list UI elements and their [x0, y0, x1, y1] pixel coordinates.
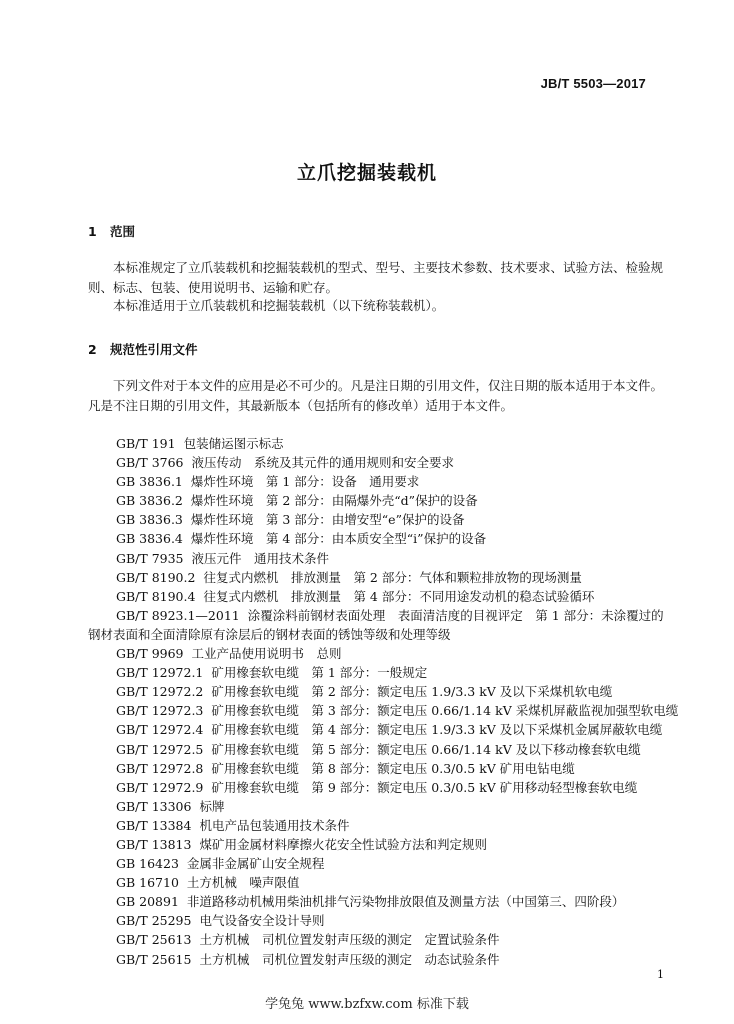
- document-title: 立爪挖掘装载机: [296, 162, 437, 184]
- reference-code: GB 3836.3: [116, 512, 183, 528]
- reference-title: 矿用橡套软电缆 第 1 部分：一般规定: [211, 665, 428, 681]
- reference-code: GB/T 12972.2: [116, 684, 204, 700]
- reference-title: 机电产品包装通用技术条件: [199, 817, 350, 833]
- reference-item: [88, 740, 670, 759]
- reference-code: GB/T 25615: [116, 951, 192, 967]
- reference-title: 液压传动 系统及其元件的通用规则和安全要求: [191, 455, 455, 471]
- reference-item: [88, 720, 670, 739]
- reference-code: GB/T 7935: [116, 550, 184, 566]
- reference-item: [88, 930, 670, 949]
- reference-title: 爆炸性环境 第 3 部分：由增安型“e”保护的设备: [190, 512, 465, 528]
- reference-title: 电气设备安全设计导则: [199, 913, 325, 929]
- reference-code: GB/T 13384: [116, 817, 192, 833]
- reference-code: GB/T 25295: [116, 913, 192, 929]
- reference-code: GB/T 12972.4: [116, 722, 204, 738]
- reference-item: [88, 950, 670, 969]
- page-number: 1: [657, 968, 664, 981]
- reference-item: [88, 472, 670, 491]
- reference-title: 土方机械 噪声限值: [186, 875, 300, 891]
- reference-title: 矿用橡套软电缆 第 5 部分：额定电压 0.66/1.14 kV 及以下移动橡套软电缆: [211, 741, 641, 757]
- reference-item: [88, 606, 670, 644]
- document-code: JB/T 5503—2017: [540, 76, 646, 91]
- reference-item: [88, 816, 670, 835]
- reference-code: GB/T 25613: [116, 932, 192, 948]
- reference-item: [88, 510, 670, 529]
- reference-title: 往复式内燃机 排放测量 第 4 部分：不同用途发动机的稳态试验循环: [203, 588, 595, 604]
- reference-title: 矿用橡套软电缆 第 2 部分：额定电压 1.9/3.3 kV 及以下采煤机软电缆: [211, 684, 613, 700]
- reference-code: GB 3836.2: [116, 493, 183, 509]
- reference-code: GB 20891: [116, 894, 179, 910]
- reference-title: 矿用橡套软电缆 第 9 部分：额定电压 0.3/0.5 kV 矿用移动轻型橡套软电缆: [211, 779, 638, 795]
- reference-title: 涂覆涂料前钢材表面处理 表面清洁度的目视评定 第 1 部分：未涂覆过的钢材表面和全面清除原有涂层后的钢材表面的锈蚀等级和处理等级: [88, 607, 664, 642]
- section-2-paragraph-1: 下列文件对于本文件的应用是必不可少的。凡是注日期的引用文件，仅注日期的版本适用于本文件。凡是不注日期的引用文件，其最新版本（包括所有的修改单）适用于本文件。: [88, 378, 664, 413]
- reference-code: GB/T 191: [116, 436, 176, 451]
- reference-item: [88, 491, 670, 510]
- reference-item: [88, 549, 670, 568]
- reference-item: [88, 568, 670, 587]
- section-1-heading: [88, 222, 135, 240]
- reference-item: [88, 701, 679, 720]
- reference-code: GB/T 13813: [116, 836, 192, 852]
- section-2-heading: [88, 340, 198, 358]
- section-1-paragraph-1: 本标准规定了立爪装载机和挖掘装载机的型式、型号、主要技术参数、技术要求、试验方法、检验规则、标志、包装、使用说明书、运输和贮存。: [88, 260, 664, 295]
- reference-item: [88, 873, 670, 892]
- normative-references-list: [88, 434, 679, 969]
- reference-code: GB 3836.4: [116, 531, 183, 547]
- reference-item: [88, 682, 670, 701]
- section-title: 范围: [110, 224, 136, 239]
- reference-title: 土方机械 司机位置发射声压级的测定 动态试验条件: [199, 951, 500, 967]
- reference-title: 土方机械 司机位置发射声压级的测定 定置试验条件: [199, 932, 500, 948]
- reference-item: [88, 854, 670, 873]
- reference-code: GB/T 9969: [116, 646, 184, 662]
- section-number: 2: [88, 342, 97, 357]
- reference-title: 金属非金属矿山安全规程: [186, 856, 325, 872]
- reference-title: 矿用橡套软电缆 第 8 部分：额定电压 0.3/0.5 kV 矿用电钻电缆: [211, 760, 575, 776]
- reference-item: [88, 835, 670, 854]
- section-number: 1: [88, 224, 97, 239]
- reference-title: 矿用橡套软电缆 第 4 部分：额定电压 1.9/3.3 kV 及以下采煤机金属屏蔽软电缆: [211, 722, 663, 738]
- reference-code: GB/T 3766: [116, 455, 184, 471]
- reference-title: 非道路移动机械用柴油机排气污染物排放限值及测量方法（中国第三、四阶段）: [186, 894, 625, 910]
- reference-code: GB/T 12972.3: [116, 703, 204, 719]
- reference-item: [88, 587, 670, 606]
- reference-title: 液压元件 通用技术条件: [191, 550, 330, 566]
- reference-code: GB/T 8923.1—2011: [116, 607, 240, 623]
- reference-item: [88, 797, 670, 816]
- reference-item: [88, 892, 670, 911]
- reference-code: GB 3836.1: [116, 474, 183, 490]
- section-title: 规范性引用文件: [110, 342, 198, 357]
- reference-title: 工业产品使用说明书 总则: [191, 646, 342, 662]
- reference-item: [88, 759, 670, 778]
- reference-title: 往复式内燃机 排放测量 第 2 部分：气体和颗粒排放物的现场测量: [203, 569, 582, 585]
- reference-code: GB/T 12972.1: [116, 665, 204, 681]
- reference-item: [88, 434, 670, 453]
- reference-item: [88, 663, 670, 682]
- reference-title: 爆炸性环境 第 4 部分：由本质安全型“i”保护的设备: [190, 531, 487, 547]
- reference-code: GB/T 8190.2: [116, 569, 196, 585]
- reference-title: 包装储运图示标志: [183, 436, 284, 451]
- section-1-paragraph-2: 本标准适用于立爪装载机和挖掘装载机（以下统称装载机）。: [113, 298, 445, 313]
- reference-code: GB/T 8190.4: [116, 588, 196, 604]
- reference-code: GB 16710: [116, 875, 179, 891]
- reference-code: GB/T 13306: [116, 798, 192, 814]
- reference-title: 爆炸性环境 第 1 部分：设备 通用要求: [190, 474, 420, 490]
- reference-title: 爆炸性环境 第 2 部分：由隔爆外壳“d”保护的设备: [190, 493, 478, 509]
- reference-item: [88, 529, 670, 548]
- reference-code: GB/T 12972.9: [116, 779, 204, 795]
- reference-code: GB/T 12972.8: [116, 760, 204, 776]
- reference-item: [88, 453, 670, 472]
- reference-item: [88, 644, 670, 663]
- reference-title: 矿用橡套软电缆 第 3 部分：额定电压 0.66/1.14 kV 采煤机屏蔽监视加强型软电缆: [211, 703, 679, 719]
- reference-item: [88, 778, 670, 797]
- reference-code: GB 16423: [116, 856, 179, 872]
- reference-item: [88, 911, 670, 930]
- watermark-footer: 学兔兔 www.bzfxw.com 标准下载: [265, 997, 469, 1012]
- reference-code: GB/T 12972.5: [116, 741, 204, 757]
- reference-title: 煤矿用金属材料摩擦火花安全性试验方法和判定规则: [199, 836, 487, 852]
- reference-title: 标牌: [199, 798, 225, 814]
